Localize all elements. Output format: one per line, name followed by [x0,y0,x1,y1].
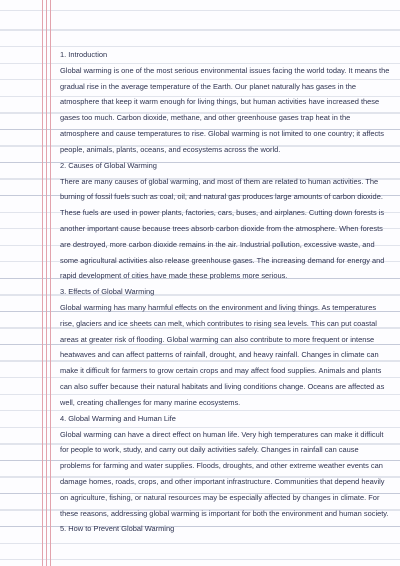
section-heading: 1. Introduction [60,50,108,59]
section-body: Global warming has many harmful effects on the environment and living things. As temperatures rise, glaciers and ice sheets can melt, which contributes to rising sea levels. This can put coastal areas at greater risk of flooding. Global warming can also contribute to more frequent or intense heatwaves and can affect patterns of rainfall, drought, and heavy rainfall. Changes in climate can make it difficult for farmers to grow certain crops and may affect food supplies. Animals and plants can also suffer because their natural habitats and living conditions change. Oceans are affected as well, creating challenges for many marine ecosystems. [60,303,385,407]
section-heading: 5. How to Prevent Global Warming [60,524,175,534]
section-heading: 3. Effects of Global Warming [60,287,155,297]
section-heading: 2. Causes of Global Warming [60,160,157,170]
section-heading: 4. Global Warming and Human Life [60,413,176,423]
essay-content [60,47,390,537]
section-body: There are many causes of global warming, and most of them are related to human activities. The burning of fossil fuels such as coal, oil, and natural gas produces large amounts of carbon dioxide. These fuels are used in power plants, factories, cars, buses, and airplanes. Cutting down forests is another important cause because trees absorb carbon dioxide from the atmosphere. When forests are destroyed, more carbon dioxide remains in the air. Industrial pollution, excessive waste, and some agricultural activities also release greenhouse gases. The increasing demand for energy and rapid development of cities have made these problems more serious. [60,176,385,281]
section-body: Global warming can have a direct effect on human life. Very high temperatures can make it difficult for people to work, study, and carry out daily activities safely. Changes in rainfall can cause problems for farming and water supplies. Floods, droughts, and other extreme weather events can damage homes, roads, crops, and other important infrastructure. Communities that depend heavily on agriculture, fishing, or natural resources may be especially affected by changes in climate. For these reasons, addressing global warming is important for both the environment and human society. [60,429,389,518]
margin-line [46,0,47,566]
margin-line [42,0,43,566]
margin-line [50,0,51,566]
section-body: Global warming is one of the most serious environmental issues facing the world today. It means the gradual rise in the average temperature of the Earth. Our planet naturally has gases in the atmosphere that keep it warm enough for living things, but human activities have increased these gases too much. Carbon dioxide, methane, and other greenhouse gases trap heat in the atmosphere and cause temperatures to rise. Global warming is not limited to one country; it affects people, animals, plants, oceans, and ecosystems across the world. [60,65,390,154]
